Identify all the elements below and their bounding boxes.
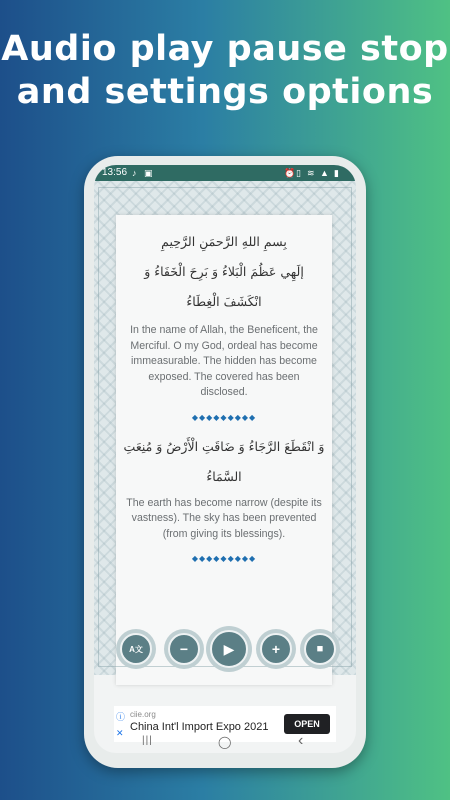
- ad-close-icon[interactable]: ✕: [116, 728, 124, 738]
- headline-line-2: and settings options: [16, 72, 434, 112]
- ornament-divider-2: ◆◆◆◆◆◆◆◆◆: [191, 554, 257, 563]
- verse-2-arabic-line-2: السَّمَاءُ: [206, 468, 242, 484]
- zoom-out-button[interactable]: [164, 629, 204, 669]
- verse-2-translation: The earth has become narrow (despite its vastness). The sky has been prevented (from giving its blessings).: [126, 496, 322, 540]
- minus-icon: −: [168, 633, 200, 665]
- status-time: 13:56: [102, 167, 128, 178]
- stop-icon: ■: [304, 633, 336, 665]
- translate-button[interactable]: [116, 629, 156, 669]
- play-icon: ▶: [210, 630, 248, 668]
- status-bar: [94, 165, 356, 181]
- bismillah-text: بِسمِ اللهِ الرَّحمَنِ الرَّحِيمِ: [161, 234, 287, 249]
- plus-icon: +: [260, 633, 292, 665]
- phone-screen: [94, 165, 356, 753]
- ad-info-icon[interactable]: ⓘ: [116, 712, 126, 722]
- signal-icon: ▲: [320, 168, 329, 178]
- recent-apps-icon[interactable]: |||: [142, 735, 153, 746]
- wifi-icon: ≋: [307, 168, 315, 178]
- ad-domain: ciie.org: [130, 710, 156, 719]
- ornamental-background: [94, 181, 356, 675]
- back-icon[interactable]: ‹: [298, 732, 304, 749]
- play-button[interactable]: [206, 626, 252, 672]
- vibrate-icon: ▯: [296, 168, 301, 178]
- alarm-icon: ⏰: [284, 168, 296, 178]
- tiktok-icon: ♪: [132, 168, 137, 178]
- verse-1-translation: In the name of Allah, the Beneficent, the Merciful. O my God, ordeal has become immeasurable. The hidden has become exposed. The covered has been disclosed.: [130, 324, 318, 398]
- audio-controls: [94, 629, 356, 675]
- headline-line-1: Audio play pause stop: [1, 29, 449, 69]
- navigation-bar: [94, 732, 356, 753]
- headline: [0, 28, 450, 114]
- dua-text-panel: [116, 215, 332, 685]
- ornament-divider: ◆◆◆◆◆◆◆◆◆: [191, 412, 257, 422]
- stop-button[interactable]: [300, 629, 340, 669]
- verse-1-arabic-line-2: انْكَشَفَ الْغِطَاءُ: [186, 294, 262, 309]
- ad-open-button[interactable]: OPEN: [284, 714, 330, 734]
- image-icon: ▣: [144, 168, 153, 178]
- verse-2-arabic-line-1: وَ انْقَطَعَ الرَّجَاءُ وَ ضَاقَتِ الْأَرْضُ وَ مُنِعَتِ: [123, 438, 325, 454]
- translate-icon: A文: [120, 633, 152, 665]
- zoom-in-button[interactable]: [256, 629, 296, 669]
- home-icon[interactable]: ◯: [218, 735, 232, 749]
- battery-icon: ▮: [334, 168, 339, 178]
- verse-1-arabic-line-1: إلَهِي عَظُمَ الْبَلاءُ وَ بَرِحَ الْخَفَاءُ وَ: [144, 264, 304, 279]
- phone-frame: [84, 156, 366, 768]
- ad-title: China Int'l Import Expo 2021: [130, 721, 269, 733]
